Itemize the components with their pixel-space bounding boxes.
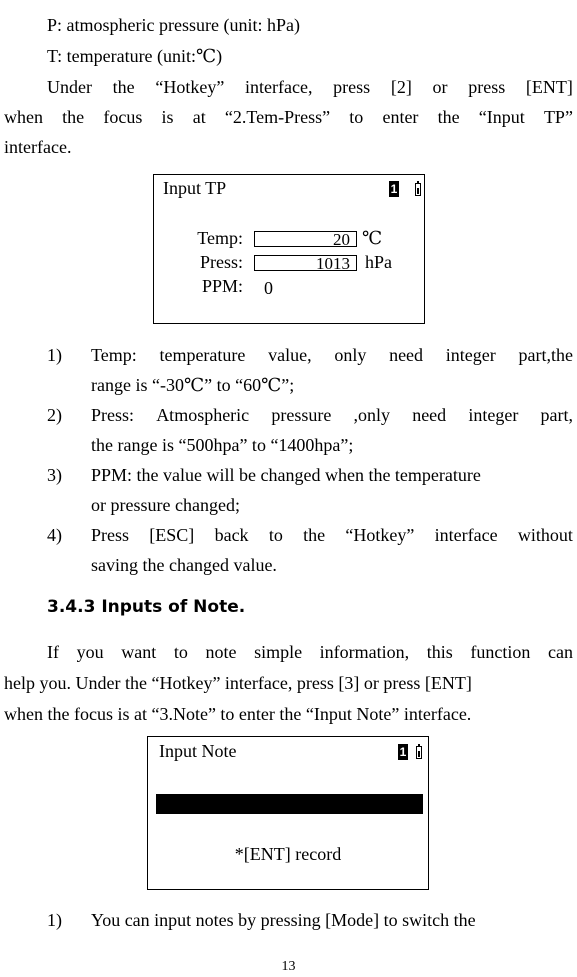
- list1-item2-line2: the range is “500hpa” to “1400hpa”;: [91, 435, 354, 455]
- list1-item1-line1: Temp: temperature value, only need integer part,the: [91, 345, 573, 365]
- list1-item3-line1: PPM: the value will be changed when the temperature: [91, 465, 481, 485]
- ppm-label: PPM:: [201, 276, 243, 296]
- list1-item2-line1: Press: Atmospheric pressure ,only need integer part,: [91, 405, 573, 425]
- para2-line1: If you want to note simple information, this function can: [47, 642, 573, 662]
- para1-line2: T: temperature (unit:℃): [47, 46, 223, 66]
- note-input-bar[interactable]: [156, 794, 423, 814]
- para1-line5: interface.: [4, 137, 72, 157]
- input-note-screen: [147, 736, 429, 890]
- list2-item1-number: 1): [47, 910, 62, 930]
- list2-item1-line1: You can input notes by pressing [Mode] to switch the: [91, 910, 476, 930]
- input-note-title: Input Note: [159, 741, 237, 761]
- temp-label: Temp:: [197, 228, 243, 248]
- list1-item1-line2: range is “-30℃” to “60℃”;: [91, 375, 295, 395]
- note-hint: *[ENT] record: [234, 844, 342, 864]
- list1-item3-number: 3): [47, 465, 62, 485]
- list1-item3-line2: or pressure changed;: [91, 495, 240, 515]
- signal-icon: 1: [390, 182, 398, 196]
- signal-icon: 1: [399, 745, 407, 759]
- input-tp-title: Input TP: [163, 178, 227, 198]
- list1-item1-number: 1): [47, 345, 62, 365]
- para2-line3: when the focus is at “3.Note” to enter the “Input Note” interface.: [4, 704, 472, 724]
- para1-line4: when the focus is at “2.Tem-Press” to enter the “Input TP”: [4, 107, 573, 127]
- para1-line1: P: atmospheric pressure (unit: hPa): [47, 15, 300, 35]
- battery-icon: [416, 746, 422, 759]
- list1-item4-line2: saving the changed value.: [91, 555, 277, 575]
- list1-item4-number: 4): [47, 525, 62, 545]
- section-heading: 3.4.3 Inputs of Note.: [47, 597, 246, 617]
- input-tp-screen: [153, 174, 425, 324]
- press-unit: hPa: [365, 252, 392, 272]
- list1-item2-number: 2): [47, 405, 62, 425]
- ppm-value: 0: [264, 278, 273, 298]
- battery-icon: [415, 183, 421, 196]
- press-field[interactable]: 1013: [254, 255, 357, 271]
- para2-line2: help you. Under the “Hotkey” interface, press [3] or press [ENT]: [4, 673, 472, 693]
- list1-item4-line1: Press [ESC] back to the “Hotkey” interface without: [91, 525, 573, 545]
- para1-line3: Under the “Hotkey” interface, press [2] or press [ENT]: [47, 77, 573, 97]
- page-number: 13: [281, 959, 296, 974]
- press-label: Press:: [199, 252, 243, 272]
- temp-field[interactable]: 20: [254, 231, 357, 247]
- temp-unit: ℃: [362, 228, 383, 248]
